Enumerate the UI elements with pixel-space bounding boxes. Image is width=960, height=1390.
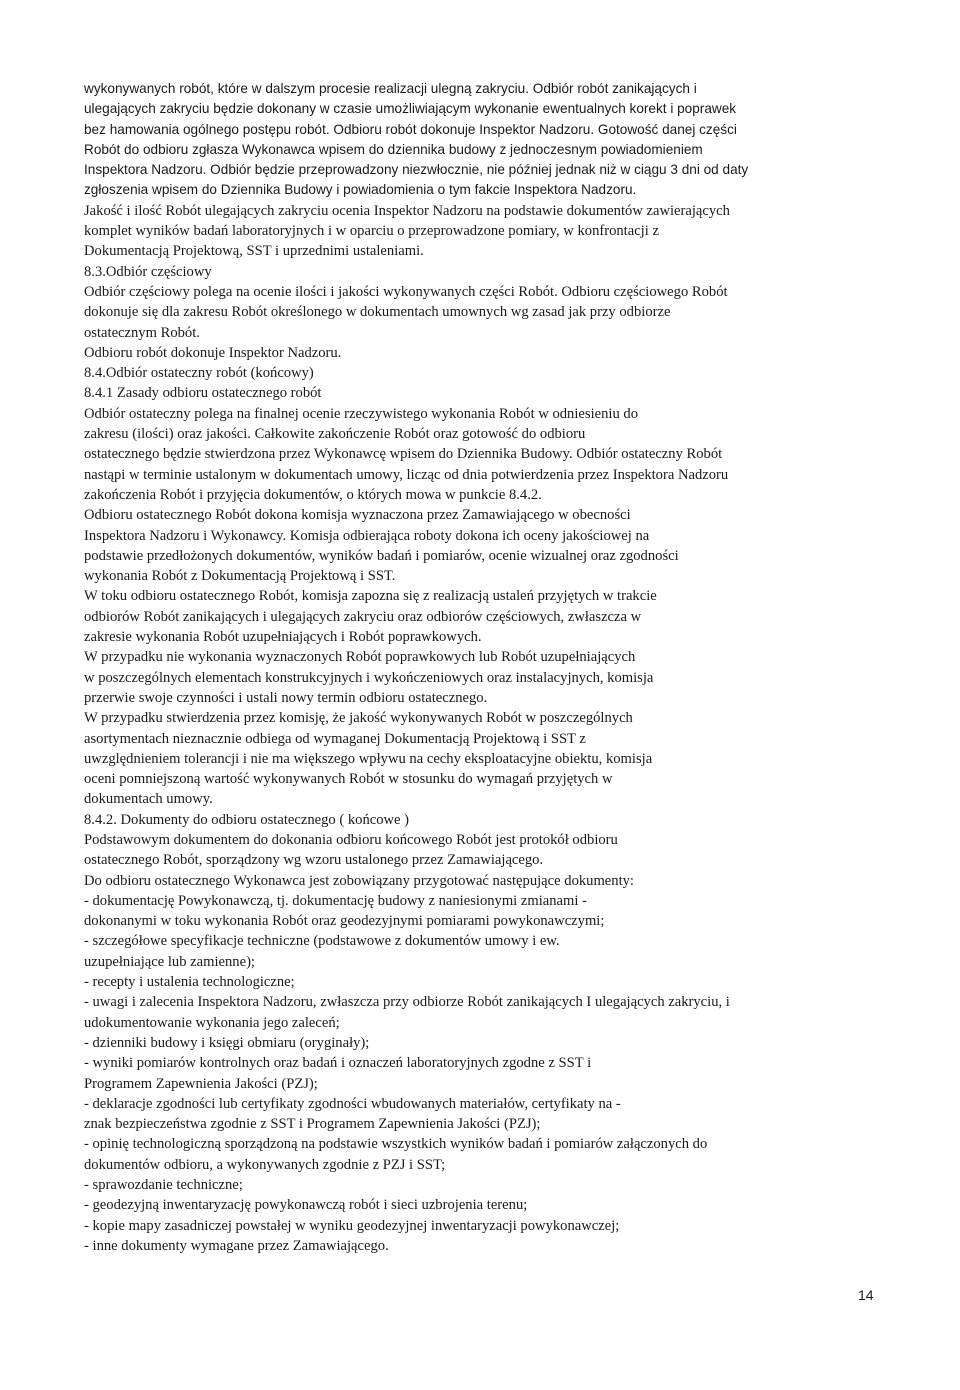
text-line: Odbiór częściowy polega na ocenie ilości i jakości wykonywanych części Robót. Odbioru częściowego Robót bbox=[84, 283, 728, 300]
text-line: dokonanymi w toku wykonania Robót oraz geodezyjnymi pomiarami powykonawczymi; bbox=[84, 913, 605, 930]
text-line: ostatecznym Robót. bbox=[84, 324, 200, 341]
text-line: - opinię technologiczną sporządzoną na podstawie wszystkich wyników badań i pomiarów załączonych do bbox=[84, 1136, 708, 1153]
text-line: - recepty i ustalenia technologiczne; bbox=[84, 974, 295, 991]
text-line: dokumentach umowy. bbox=[84, 791, 213, 808]
text-line: - uwagi i zalecenia Inspektora Nadzoru, zwłaszcza przy odbiorze Robót zanikających I ulegających zakryciu, i bbox=[84, 994, 730, 1011]
text-line: Jakość i ilość Robót ulegających zakryciu ocenia Inspektor Nadzoru na podstawie dokumentów zawierających bbox=[84, 202, 730, 219]
text-line: uwzględnieniem tolerancji i nie ma większego wpływu na cechy eksploatacyjne obiektu, komisja bbox=[84, 750, 653, 767]
text-line: - dzienniki budowy i księgi obmiaru (oryginały); bbox=[84, 1034, 370, 1051]
text-line: asortymentach nieznacznie odbiega od wymaganej Dokumentacją Projektową i SST z bbox=[84, 730, 586, 747]
text-line: Programem Zapewnienia Jakości (PZJ); bbox=[84, 1075, 318, 1092]
text-line: - dokumentację Powykonawczą, tj. dokumentację budowy z naniesionymi zmianami - bbox=[84, 892, 587, 909]
text-line: - szczegółowe specyfikacje techniczne (podstawowe z dokumentów umowy i ew. bbox=[84, 933, 560, 950]
text-line: - inne dokumenty wymagane przez Zamawiającego. bbox=[84, 1237, 389, 1254]
text-line: komplet wyników badań laboratoryjnych i w oparciu o przeprowadzone pomiary, w konfrontacji z bbox=[84, 223, 659, 240]
text-line: wykonywanych robót, które w dalszym procesie realizacji ulegną zakryciu. Odbiór robót zanikających i bbox=[84, 81, 697, 96]
text-line: 8.4.1 Zasady odbioru ostatecznego robót bbox=[84, 385, 322, 402]
text-line: zgłoszenia wpisem do Dziennika Budowy i powiadomienia o tym fakcie Inspektora Nadzoru. bbox=[84, 182, 637, 198]
text-line: ostatecznego będzie stwierdzona przez Wykonawcę wpisem do Dziennika Budowy. Odbiór ostateczny Robót bbox=[84, 446, 723, 463]
text-line: W toku odbioru ostatecznego Robót, komisja zapozna się z realizacją ustaleń przyjętych w trakcie bbox=[84, 588, 657, 605]
text-line: podstawie przedłożonych dokumentów, wyników badań i pomiarów, ocenie wizualnej oraz zgodności bbox=[84, 547, 679, 564]
text-line: zakresie wykonania Robót uzupełniających i Robót poprawkowych. bbox=[84, 629, 482, 646]
text-line: W przypadku nie wykonania wyznaczonych Robót poprawkowych lub Robót uzupełniających bbox=[84, 649, 636, 666]
text-line: bez hamowania ogólnego postępu robót. Odbioru robót dokonuje Inspektor Nadzoru. Gotowość danej części bbox=[84, 121, 737, 137]
text-line: - geodezyjną inwentaryzację powykonawczą robót i sieci uzbrojenia terenu; bbox=[84, 1197, 528, 1214]
text-line: znak bezpieczeństwa zgodnie z SST i Programem Zapewnienia Jakości (PZJ); bbox=[84, 1116, 541, 1133]
text-line: dokonuje się dla zakresu Robót określonego w dokumentach umownych wg zasad jak przy odbiorze bbox=[84, 304, 671, 321]
text-line: - sprawozdanie techniczne; bbox=[84, 1177, 243, 1194]
text-line: zakresu (ilości) oraz jakości. Całkowite zakończenie Robót oraz gotowość do odbioru bbox=[84, 426, 586, 443]
text-line: oceni pomniejszoną wartość wykonywanych Robót w stosunku do wymagań przyjętych w bbox=[84, 771, 613, 788]
text-line: w poszczególnych elementach konstrukcyjnych i wykończeniowych oraz instalacyjnych, komisja bbox=[84, 669, 654, 686]
text-line: Odbioru robót dokonuje Inspektor Nadzoru. bbox=[84, 344, 342, 361]
text-line: przerwie swoje czynności i ustali nowy termin odbioru ostatecznego. bbox=[84, 689, 488, 706]
text-line: - kopie mapy zasadniczej powstałej w wyniku geodezyjnej inwentaryzacji powykonawczej; bbox=[84, 1217, 620, 1234]
text-line: dokumentów odbioru, a wykonywanych zgodnie z PZJ i SST; bbox=[84, 1156, 446, 1173]
text-line: ostatecznego Robót, sporządzony wg wzoru ustalonego przez Zamawiającego. bbox=[84, 852, 544, 869]
body-text bbox=[84, 79, 884, 1256]
text-line: Podstawowym dokumentem do dokonania odbioru końcowego Robót jest protokół odbioru bbox=[84, 831, 618, 848]
text-line: odbiorów Robót zanikających i ulegających zakryciu oraz odbiorów częściowych, zwłaszcza w bbox=[84, 608, 642, 625]
text-line: 8.4.2. Dokumenty do odbioru ostatecznego ( końcowe ) bbox=[84, 811, 410, 828]
text-line: Odbiór ostateczny polega na finalnej ocenie rzeczywistego wykonania Robót w odniesieniu do bbox=[84, 405, 638, 422]
text-line: - wyniki pomiarów kontrolnych oraz badań i oznaczeń laboratoryjnych zgodne z SST i bbox=[84, 1055, 592, 1072]
text-line: 8.3.Odbiór częściowy bbox=[84, 263, 212, 280]
text-line: zakończenia Robót i przyjęcia dokumentów, o których mowa w punkcie 8.4.2. bbox=[84, 486, 542, 503]
text-line: nastąpi w terminie ustalonym w dokumentach umowy, licząc od dnia potwierdzenia przez Inspektora Nadzoru bbox=[84, 466, 729, 483]
text-line: - deklaracje zgodności lub certyfikaty zgodności wbudowanych materiałów, certyfikaty na - bbox=[84, 1095, 621, 1112]
text-line: wykonania Robót z Dokumentacją Projektową i SST. bbox=[84, 568, 396, 585]
text-line: Robót do odbioru zgłasza Wykonawca wpisem do dziennika budowy z jednoczesnym powiadomieniem bbox=[84, 141, 703, 157]
text-line: Do odbioru ostatecznego Wykonawca jest zobowiązany przygotować następujące dokumenty: bbox=[84, 872, 634, 889]
text-line: udokumentowanie wykonania jego zaleceń; bbox=[84, 1014, 340, 1031]
text-line: W przypadku stwierdzenia przez komisję, że jakość wykonywanych Robót w poszczególnych bbox=[84, 710, 633, 727]
text-line: Inspektora Nadzoru. Odbiór będzie przeprowadzony niezwłocznie, nie później jednak niż w ciągu 3 dni od daty bbox=[84, 162, 749, 178]
text-line: 8.4.Odbiór ostateczny robót (końcowy) bbox=[84, 365, 314, 382]
text-line: Dokumentacją Projektową, SST i uprzednimi ustaleniami. bbox=[84, 243, 424, 260]
page-number: 14 bbox=[858, 1287, 874, 1303]
text-line: Inspektora Nadzoru i Wykonawcy. Komisja odbierająca roboty dokona ich oceny jakościowej na bbox=[84, 527, 650, 544]
text-line: uzupełniające lub zamienne); bbox=[84, 953, 255, 970]
text-line: Odbioru ostatecznego Robót dokona komisja wyznaczona przez Zamawiającego w obecności bbox=[84, 507, 631, 524]
text-line: ulegających zakryciu będzie dokonany w czasie umożliwiającym wykonanie ewentualnych korekt i poprawek bbox=[84, 101, 737, 117]
